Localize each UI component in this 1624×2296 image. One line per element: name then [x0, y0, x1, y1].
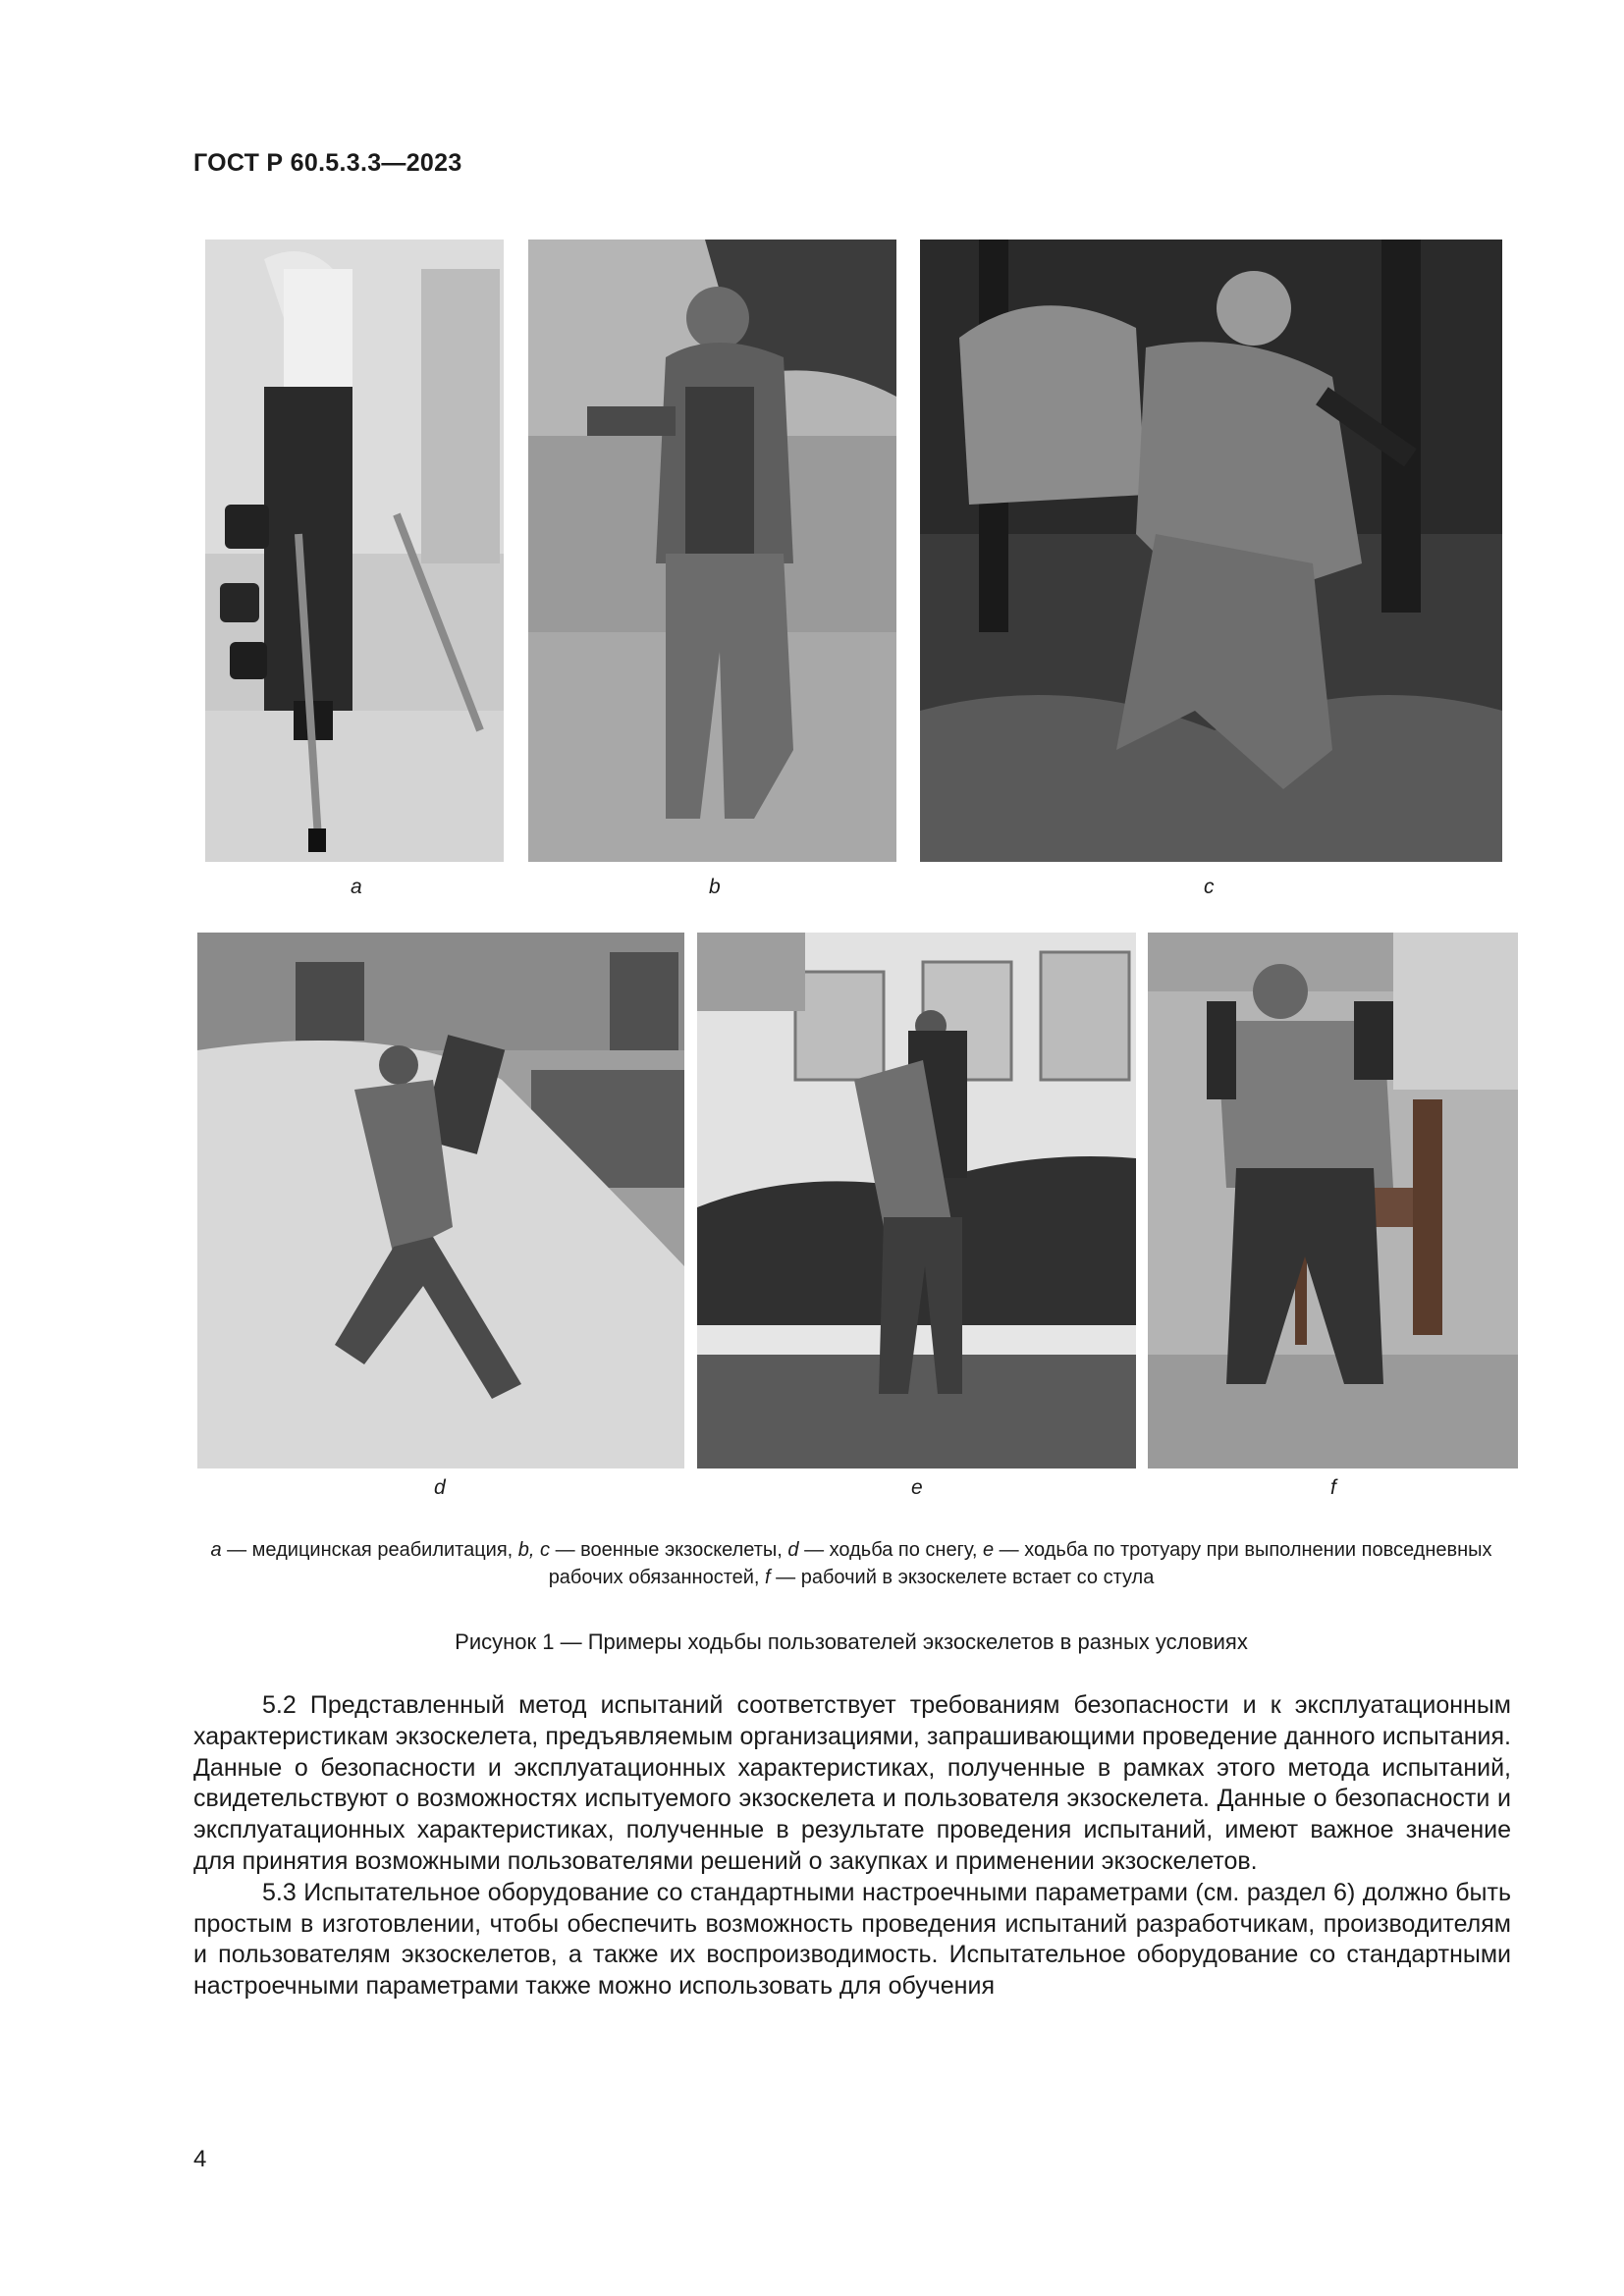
figure-legend: [193, 1536, 1509, 1591]
figure-photo-f: [1148, 933, 1518, 1468]
document-code-header: ГОСТ Р 60.5.3.3—2023: [193, 149, 462, 177]
legend-key-bc: b, c: [517, 1539, 551, 1561]
legend-key-d: d: [787, 1539, 799, 1561]
legend-text-f: — рабочий в экзоскелете встает со стула: [770, 1567, 1155, 1588]
body-text: [193, 1690, 1511, 2002]
figure-photo-b: [528, 240, 896, 862]
legend-text-a: — медицинская реабилитация,: [221, 1539, 518, 1561]
figure-label-e: e: [911, 1476, 923, 1499]
figure-label-f: f: [1330, 1476, 1336, 1499]
paragraph-5-3: 5.3 Испытательное оборудование со стандартными настроечными параметрами (см. раздел 6) должно быть простым в изготовлении, чтобы обеспечить возможность проведения испытаний разработчикам, производителям и пользователям экзоскелетов, а также их воспроизводимость. Испытательное оборудование со стандартными настроечными параметрами также можно использовать для обучения: [193, 1878, 1511, 2001]
paragraph-5-2: 5.2 Представленный метод испытаний соответствует требованиям безопасности и к эксплуатационным характеристикам экзоскелета, предъявляемым организациями, запрашивающими проведение данного испытания. Данные о безопасности и эксплуатационных характеристиках, полученные в рамках этого метода испытаний, свидетельствуют о возможностях испытуемого экзоскелета и пользователя экзоскелета. Данные о безопасности и эксплуатационных характеристиках, полученные в результате проведения испытаний, имеют важное значение для принятия возможными пользователями решений о закупках и применении экзоскелетов.: [193, 1691, 1511, 1875]
figure-label-b: b: [709, 876, 721, 898]
legend-key-a: a: [210, 1539, 222, 1561]
figure-photo-c: [920, 240, 1502, 862]
figure-label-a: a: [351, 876, 362, 898]
page-number: 4: [193, 2146, 207, 2172]
figure-label-d: d: [434, 1476, 446, 1499]
legend-text-d: — ходьба по снегу,: [798, 1539, 983, 1561]
figure-photo-d: [197, 933, 684, 1468]
legend-text-e: — ходьба по тротуару при выполнении повседневных рабочих обязанностей,: [548, 1539, 1492, 1588]
figure-photo-a: [205, 240, 504, 862]
legend-text-bc: — военные экзоскелеты,: [550, 1539, 788, 1561]
legend-key-e: e: [982, 1539, 995, 1561]
figure-label-c: c: [1204, 876, 1215, 898]
legend-key-f: f: [765, 1567, 771, 1588]
figure-photo-e: [697, 933, 1136, 1468]
figure-caption: Рисунок 1 — Примеры ходьбы пользователей экзоскелетов в разных условиях: [455, 1629, 1248, 1654]
